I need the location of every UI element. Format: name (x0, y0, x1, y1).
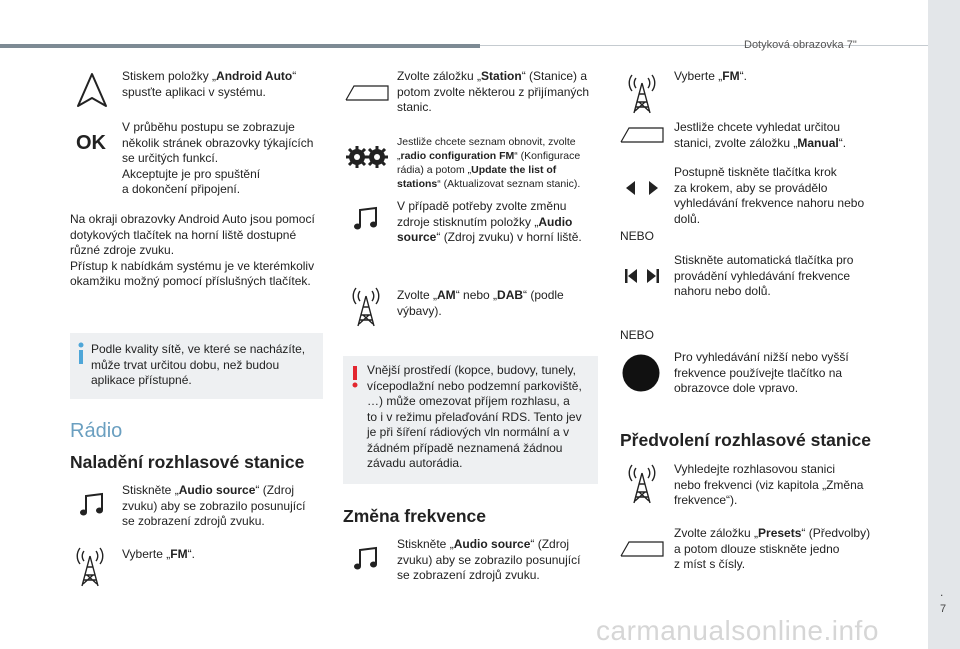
step-android-text: Stiskem položky „Android Auto“ spusťte aplikaci v systému. (122, 69, 297, 99)
heading-radio: Rádio (70, 420, 123, 442)
step-audio-text: Stiskněte „Audio source“ (Zdroj zvuku) aby se zobrazilo posunující se zobrazení zdrojů zvuku. (122, 483, 306, 528)
antenna-icon (350, 285, 382, 327)
heading-tuning: Naladění rozhlasové stanice (70, 452, 305, 472)
header-line (480, 45, 928, 46)
tab-icon (620, 126, 664, 144)
warning-box (343, 356, 598, 484)
antenna-icon (74, 545, 106, 587)
step-am-text: Zvolte „AM“ nebo „DAB“ (podle výbavy). (397, 288, 564, 318)
warning-icon (351, 366, 359, 388)
info-text: Podle kvality sítě, ve které se nacházíte, může trvat určitou dobu, než budou aplikace přístupné. (91, 342, 306, 387)
page-number: 7 (940, 603, 947, 615)
settings-gears-icon (346, 142, 388, 172)
step-dial-text: Pro vyhledávání nižší nebo vyšší frekvence používejte tlačítko na obrazovce dole vpravo. (674, 350, 849, 395)
heading-presets: Předvolení rozhlasové stanice (620, 430, 871, 450)
page-mark: . (940, 585, 944, 599)
watermark: carmanualsonline.info (596, 615, 879, 646)
step-arrows-icon (626, 181, 658, 195)
android-paragraph: Na okraji obrazovky Android Auto jsou pomocí dotykových tlačítek na horní liště dostupné různé zdroje zvuku. Přístup k nabídkám systému je ve kterémkoliv okamžiku možný pomocí příslušných tlačítek. (70, 212, 315, 288)
step-fm-text: Vyberte „FM“. (122, 547, 195, 561)
step-ok-text: V průběhu postupu se zobrazuje několik stránek obrazovky týkajících se určitých funkcí. Akceptujte je pro spuštění a dokončení připojení. (122, 120, 314, 196)
info-box (70, 333, 323, 399)
music-note-icon (78, 492, 106, 518)
antenna-icon (626, 462, 658, 504)
android-auto-icon (74, 72, 110, 112)
step-arrows-text: Postupně tiskněte tlačítka krok za krokem, aby se provádělo vyhledávání frekvence nahoru nebo dolů. (674, 165, 865, 226)
step-audio2-text: Stiskněte „Audio source“ (Zdroj zvuku) aby se zobrazilo posunující se zobrazení zdrojů zvuku. (397, 537, 581, 582)
info-icon (77, 342, 85, 364)
music-note-icon (352, 206, 380, 232)
or-label: NEBO (620, 328, 655, 342)
ok-icon: OK (76, 132, 106, 154)
step-source-text: V případě potřeby zvolte změnu zdroje stisknutím položky „Audio source“ (Zdroj zvuku) v horní liště. (397, 199, 582, 244)
antenna-icon (626, 72, 658, 114)
step-find-text: Vyhledejte rozhlasovou stanici nebo frekvenci (viz kapitola „Změna frekvence“). (674, 462, 864, 507)
tab-icon (620, 540, 664, 558)
header-bar (0, 44, 480, 48)
heading-frequency: Změna frekvence (343, 506, 486, 526)
step-station-text: Zvolte záložku „Station“ (Stanice) a potom zvolte některou z přijímaných stanic. (397, 69, 590, 114)
step-update-text: Jestliže chcete seznam obnovit, zvolte „radio configuration FM“ (Konfigurace rádia) a potom „Update the list of stations“ (Aktualizovat seznam stanic). (397, 136, 581, 190)
seek-buttons-icon (625, 269, 659, 283)
step-manual-text: Jestliže chcete vyhledat určitou stanici, zvolte záložku „Manual“. (674, 120, 847, 150)
tab-icon (345, 84, 389, 102)
warning-text: Vnější prostředí (kopce, budovy, tunely, vícepodlažní nebo podzemní parkoviště, …) může omezovat příjem rozhlasu, a to i v režimu přelaďování RDS. Tento jev je při šíření rádiových vln normální a v žádném případě neznamená žádnou závadu autorádia. (367, 363, 582, 470)
step-presets-text: Zvolte záložku „Presets“ (Předvolby) a potom dlouze stiskněte jedno z míst s čísly. (674, 526, 871, 571)
page-sidebar (928, 0, 960, 649)
music-note-icon (352, 546, 380, 572)
dial-button-icon (621, 353, 661, 393)
page-header-title: Dotyková obrazovka 7" (744, 39, 857, 51)
step-fm3-text: Vyberte „FM“. (674, 69, 747, 83)
or-label: NEBO (620, 229, 655, 243)
step-auto-text: Stiskněte automatická tlačítka pro provádění vyhledávání frekvence nahoru nebo dolů. (674, 253, 854, 298)
